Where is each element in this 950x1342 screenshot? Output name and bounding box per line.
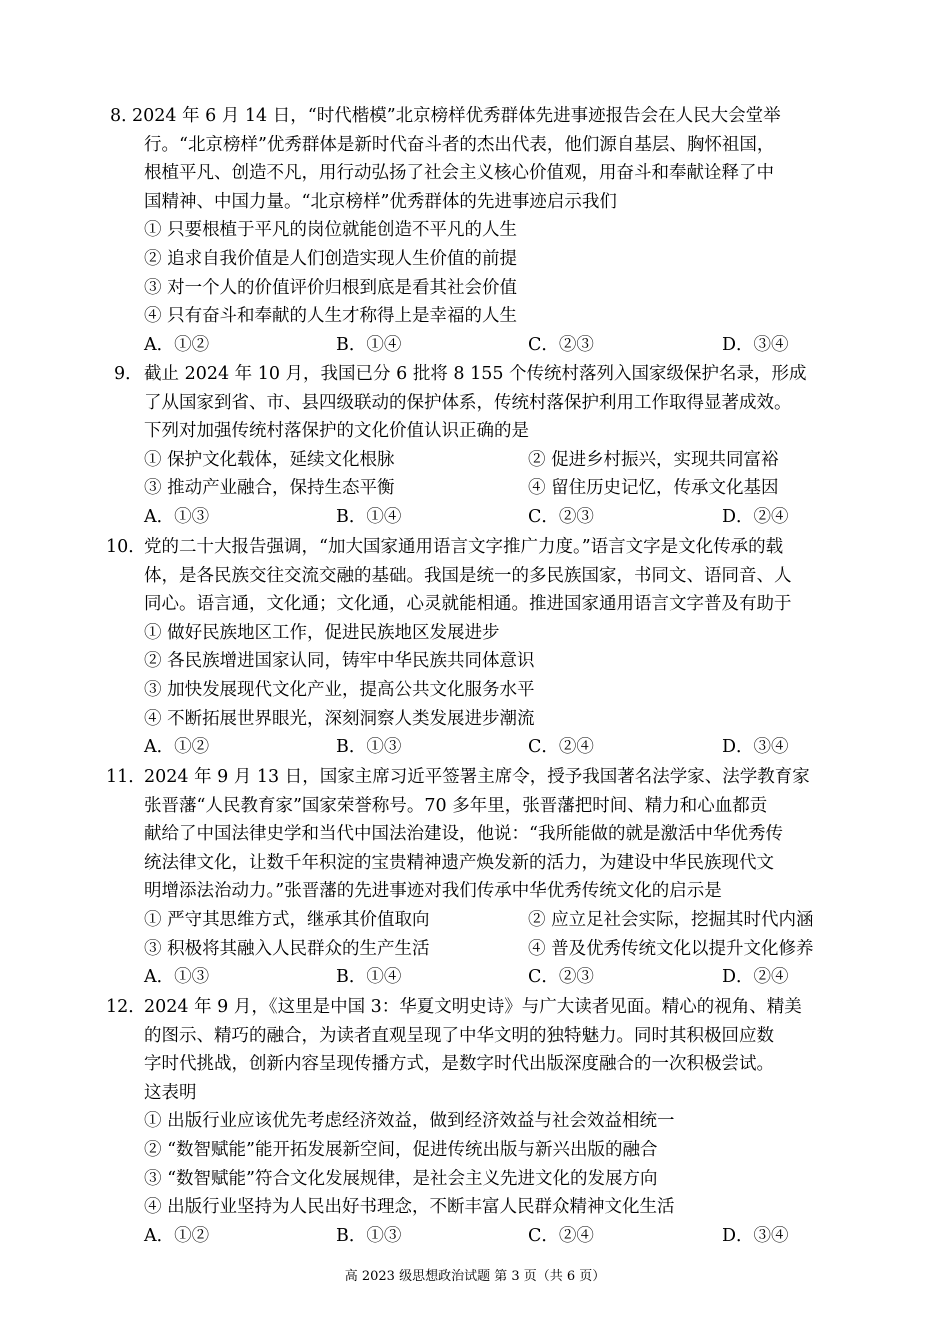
- stem-line: 截止 2024 年 10 月，我国已分 6 批将 8 155 个传统村落列入国家级保护名录，形成: [144, 364, 807, 384]
- question-stem: [110, 360, 850, 389]
- option-1: ① 做好民族地区工作，促进民族地区发展进步: [144, 622, 500, 643]
- option-4: ④ 只有奋斗和奉献的人生才称得上是幸福的人生: [144, 306, 518, 327]
- answer-a: A．①③: [144, 506, 210, 527]
- question-stem: [106, 533, 850, 562]
- answer-a: A．①③: [144, 967, 210, 988]
- stem-line: 同心。语言通，文化通；文化通，心灵就能相通。推进国家通用语言文字普及有助于: [144, 594, 792, 615]
- stem-line: 这表明: [144, 1082, 197, 1103]
- answer-choices: [110, 503, 850, 532]
- answer-b: B．①④: [336, 334, 402, 355]
- question-number: 8．: [110, 106, 139, 126]
- answer-d: D．③④: [722, 737, 789, 758]
- answer-b: B．①④: [336, 967, 402, 988]
- answer-d: D．③④: [722, 334, 789, 355]
- option-4: ④ 出版行业坚持为人民出好书理念，不断丰富人民群众精神文化生活: [144, 1197, 675, 1218]
- answer-d: D．②④: [722, 967, 789, 988]
- option-row: [110, 446, 850, 475]
- stem-line: 2024 年 9 月，《这里是中国 3：华夏文明史诗》与广大读者见面。精心的视角、精美: [144, 997, 802, 1017]
- option-2: ② 各民族增进国家认同，铸牢中华民族共同体意识: [144, 651, 535, 672]
- stem-line: 根植平凡、创造不凡，用行动弘扬了社会主义核心价值观，用奋斗和奉献诠释了中: [144, 163, 774, 184]
- option-1: ① 保护文化载体，延续文化根脉: [144, 449, 395, 470]
- answer-choices: [110, 331, 850, 360]
- answer-a: A．①②: [144, 737, 210, 758]
- question-number: 11．: [106, 767, 146, 787]
- answer-c: C．②③: [528, 506, 594, 527]
- answer-b: B．①③: [336, 737, 402, 758]
- answer-c: C．②③: [528, 334, 594, 355]
- option-2: ② 追求自我价值是人们创造实现人生价值的前提: [144, 248, 518, 269]
- stem-line: 党的二十大报告强调，“加大国家通用语言文字推广力度。”语言文字是文化传承的载: [144, 537, 784, 557]
- question-number: 12．: [106, 997, 146, 1017]
- option-1: ① 出版行业应该优先考虑经济效益，做到经济效益与社会效益相统一: [144, 1111, 675, 1132]
- option-4: ④ 普及优秀传统文化以提升文化修养: [528, 938, 814, 959]
- stem-line: 的图示、精巧的融合，为读者直观呈现了中华文明的独特魅力。同时其积极回应数: [144, 1025, 774, 1046]
- answer-c: C．②③: [528, 967, 594, 988]
- option-4: ④ 不断拓展世界眼光，深刻洞察人类发展进步潮流: [144, 708, 535, 729]
- option-2: ② “数智赋能”能开拓发展新空间，促进传统出版与新兴出版的融合: [144, 1139, 658, 1160]
- answer-b: B．①③: [336, 1225, 402, 1246]
- question-stem: [106, 993, 850, 1022]
- option-3: ③ 对一个人的价值评价归根到底是看其社会价值: [144, 277, 518, 298]
- question-number: 10．: [106, 537, 146, 557]
- question-11: [106, 763, 850, 992]
- option-row: [110, 935, 850, 964]
- option-1: ① 只要根植于平凡的岗位就能创造不平凡的人生: [144, 220, 518, 241]
- question-8: [110, 102, 850, 359]
- option-3: ③ 积极将其融入人民群众的生产生活: [144, 938, 430, 959]
- answer-a: A．①②: [144, 334, 210, 355]
- stem-line: 了从国家到省、市、县四级联动的保护体系，传统村落保护利用工作取得显著成效。: [144, 392, 792, 413]
- option-row: [110, 474, 850, 503]
- stem-line: 2024 年 6 月 14 日，“时代楷模”北京榜样优秀群体先进事迹报告会在人民大会堂举: [132, 106, 781, 126]
- stem-line: 明增添法治动力。”张晋藩的先进事迹对我们传承中华优秀传统文化的启示是: [144, 881, 722, 902]
- option-1: ① 严守其思维方式，继承其价值取向: [144, 909, 430, 930]
- question-9: [110, 360, 850, 532]
- stem-line: 张晋藩“人民教育家”国家荣誉称号。70 多年里，张晋藩把时间、精力和心血都贡: [144, 795, 768, 816]
- question-number: 9．: [114, 364, 143, 384]
- stem-line: 2024 年 9 月 13 日，国家主席习近平签署主席令，授予我国著名法学家、法学教育家: [144, 767, 810, 787]
- question-12: [106, 993, 850, 1250]
- option-4: ④ 留住历史记忆，传承文化基因: [528, 478, 779, 499]
- page-footer: 高 2023 级思想政治试题 第 3 页（共 6 页）: [344, 1269, 606, 1284]
- answer-d: D．③④: [722, 1225, 789, 1246]
- stem-line: 行。“北京榜样”优秀群体是新时代奋斗者的杰出代表，他们源自基层、胸怀祖国，: [144, 134, 775, 155]
- stem-line: 献给了中国法律史学和当代中国法治建设，他说：“我所能做的就是激活中华优秀传: [144, 824, 783, 845]
- option-3: ③ “数智赋能”符合文化发展规律，是社会主义先进文化的发展方向: [144, 1168, 658, 1189]
- stem-line: 国精神、中国力量。“北京榜样”优秀群体的先进事迹启示我们: [144, 191, 617, 212]
- answer-a: A．①②: [144, 1225, 210, 1246]
- answer-c: C．②④: [528, 737, 594, 758]
- option-2: ② 应立足社会实际，挖掘其时代内涵: [528, 909, 814, 930]
- stem-line: 统法律文化，让数千年积淀的宝贵精神遗产焕发新的活力，为建设中华民族现代文: [144, 852, 774, 873]
- question-stem: [106, 763, 850, 792]
- answer-choices: [110, 1222, 850, 1251]
- answer-b: B．①④: [336, 506, 402, 527]
- answer-c: C．②④: [528, 1225, 594, 1246]
- stem-line: 下列对加强传统村落保护的文化价值认识正确的是: [144, 421, 529, 442]
- option-3: ③ 推动产业融合，保持生态平衡: [144, 478, 395, 499]
- option-row: [110, 906, 850, 935]
- option-3: ③ 加快发展现代文化产业，提高公共文化服务水平: [144, 679, 535, 700]
- stem-line: 字时代挑战，创新内容呈现传播方式，是数字时代出版深度融合的一次积极尝试。: [144, 1054, 774, 1075]
- question-10: [106, 533, 850, 762]
- question-stem: [110, 102, 850, 131]
- option-2: ② 促进乡村振兴，实现共同富裕: [528, 449, 779, 470]
- answer-d: D．②④: [722, 506, 789, 527]
- stem-line: 体，是各民族交往交流交融的基础。我国是统一的多民族国家，书同文、语同音、人: [144, 565, 792, 586]
- answer-choices: [110, 963, 850, 992]
- answer-choices: [110, 733, 850, 762]
